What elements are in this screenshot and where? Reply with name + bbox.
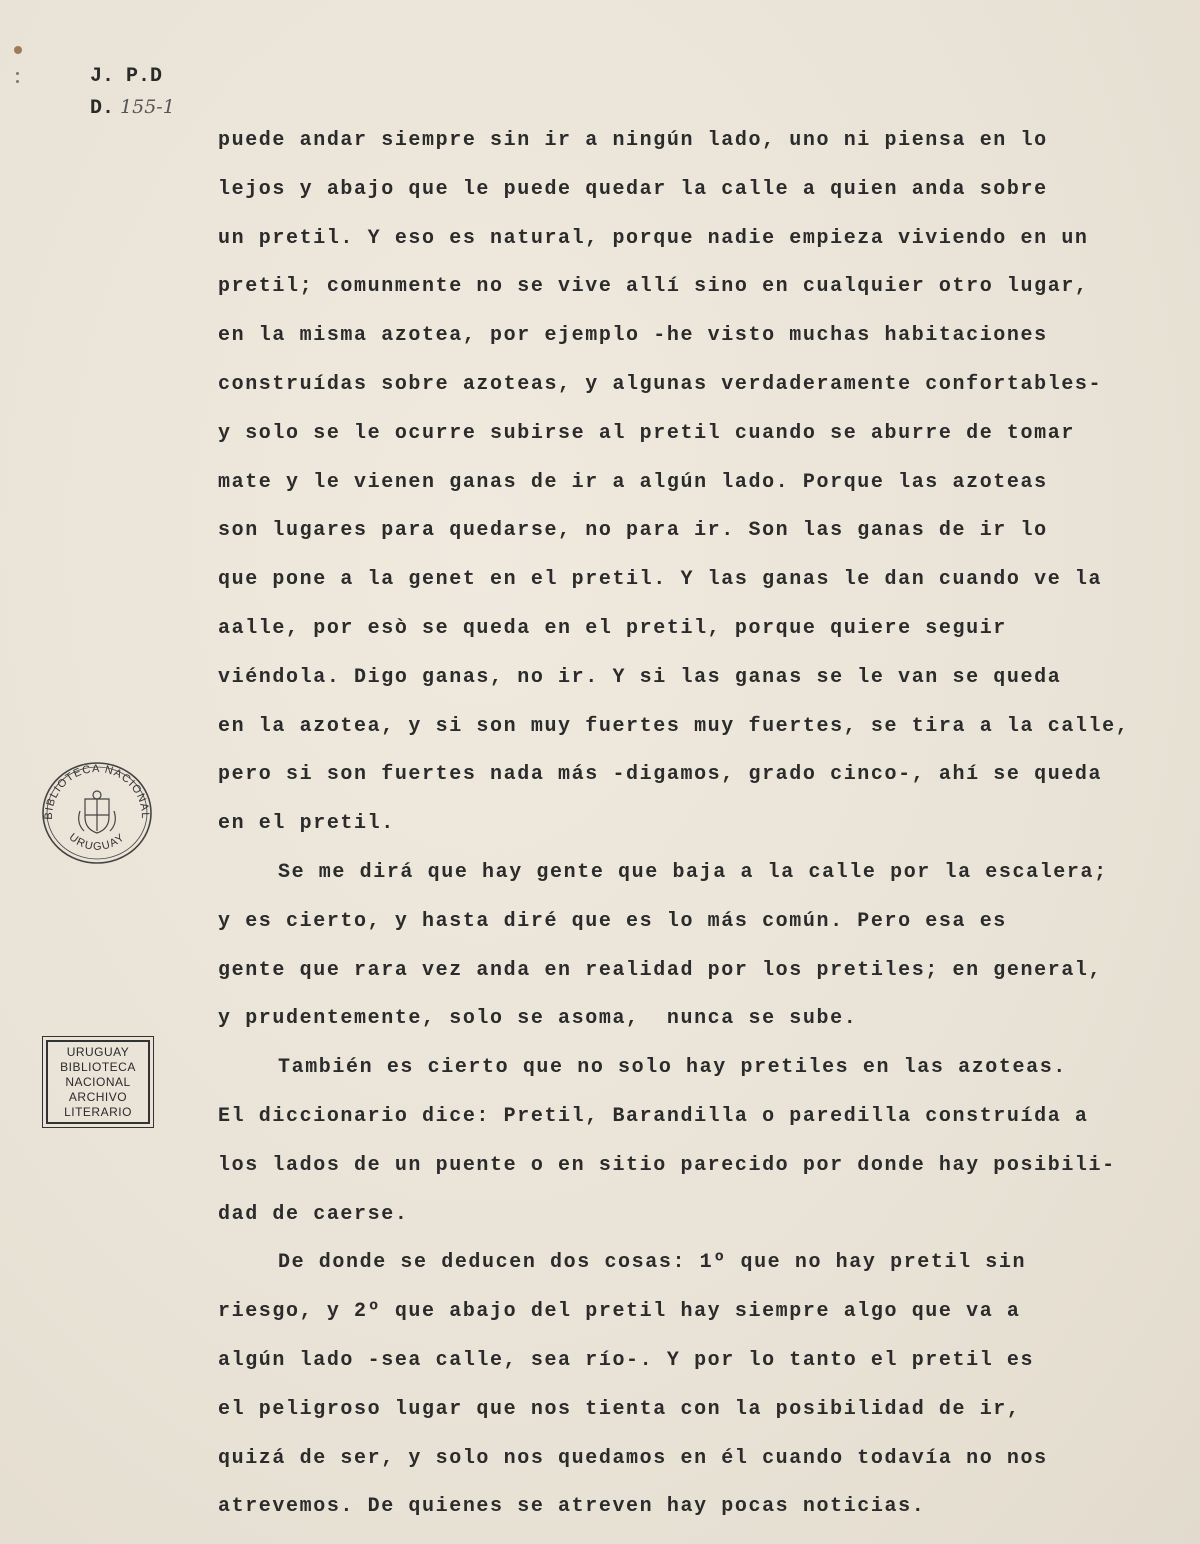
- text-line: los lados de un puente o en sitio parecido por donde hay posibili-: [218, 1153, 1116, 1177]
- text-line: que pone a la genet en el pretil. Y las ganas le dan cuando ve la: [218, 568, 1103, 592]
- stamp-line: NACIONAL: [65, 1075, 131, 1089]
- text-line: construídas sobre azoteas, y algunas verdaderamente confortables-: [218, 372, 1103, 396]
- text-line: el peligroso lugar que nos tienta con la posibilidad de ir,: [218, 1397, 1021, 1421]
- text-line: aalle, por esò se queda en el pretil, porque quiere seguir: [218, 616, 1007, 640]
- stamp-line: LITERARIO: [64, 1105, 132, 1119]
- text-line: en la misma azotea, por ejemplo -he visto muchas habitaciones: [218, 324, 1048, 348]
- text-line: y solo se le ocurre subirse al pretil cuando se aburre de tomar: [218, 421, 1075, 445]
- archive-reference: [90, 62, 175, 124]
- stamp-line: BIBLIOTECA: [60, 1060, 136, 1074]
- text-line: También es cierto que no solo hay pretiles en las azoteas.: [278, 1056, 1067, 1080]
- text-line: viéndola. Digo ganas, no ir. Y si las ganas se le van se queda: [218, 665, 1062, 689]
- stamp-bottom-text: URUGUAY: [66, 831, 128, 853]
- library-round-stamp: [38, 755, 156, 865]
- text-line: quizá de ser, y solo nos quedamos en él cuando todavía no nos: [218, 1446, 1048, 1470]
- reference-prefix: D.: [90, 97, 115, 120]
- typewritten-text: [218, 117, 1198, 1532]
- text-line: dad de caerse.: [218, 1202, 409, 1226]
- text-line: pero si son fuertes nada más -digamos, grado cinco-, ahí se queda: [218, 763, 1103, 787]
- text-line: en la azotea, y si son muy fuertes muy fuertes, se tira a la calle,: [218, 714, 1130, 738]
- text-line: riesgo, y 2º que abajo del pretil hay siempre algo que va a: [218, 1300, 1021, 1324]
- text-line: lejos y abajo que le puede quedar la calle a quien anda sobre: [218, 177, 1048, 201]
- text-line: y prudentemente, solo se asoma, nunca se sube.: [218, 1007, 858, 1031]
- handwritten-number: 155-1: [120, 96, 175, 118]
- text-line: pretil; comunmente no se vive allí sino en cualquier otro lugar,: [218, 275, 1089, 299]
- text-line: mate y le vienen ganas de ir a algún lado. Porque las azoteas: [218, 470, 1048, 494]
- archive-rect-stamp: [46, 1040, 150, 1124]
- stamp-line: URUGUAY: [66, 1045, 130, 1059]
- text-line: un pretil. Y eso es natural, porque nadie empieza viviendo en un: [218, 226, 1089, 250]
- text-line: De donde se deducen dos cosas: 1º que no hay pretil sin: [278, 1251, 1027, 1275]
- coat-of-arms-icon: [79, 791, 116, 833]
- text-line: puede andar siempre sin ir a ningún lado, uno ni piensa en lo: [218, 129, 1048, 152]
- text-line: Se me dirá que hay gente que baja a la calle por la escalera;: [278, 860, 1108, 884]
- text-line: en el pretil.: [218, 812, 395, 836]
- text-line: atrevemos. De quienes se atreven hay pocas noticias.: [218, 1495, 926, 1519]
- text-line: son lugares para quedarse, no para ir. Son las ganas de ir lo: [218, 519, 1048, 543]
- text-line: El diccionario dice: Pretil, Barandilla o paredilla construída a: [218, 1104, 1089, 1128]
- stamp-top-text: BIBLIOTECA NACIONAL: [42, 762, 152, 820]
- text-line: algún lado -sea calle, sea río-. Y por lo tanto el pretil es: [218, 1348, 1035, 1372]
- reference-line-2: [90, 92, 175, 124]
- text-line: y es cierto, y hasta diré que es lo más común. Pero esa es: [218, 909, 1007, 933]
- reference-line-1: J. P.D: [90, 65, 163, 88]
- stamp-line: ARCHIVO: [68, 1090, 128, 1104]
- text-line: gente que rara vez anda en realidad por los pretiles; en general,: [218, 958, 1103, 982]
